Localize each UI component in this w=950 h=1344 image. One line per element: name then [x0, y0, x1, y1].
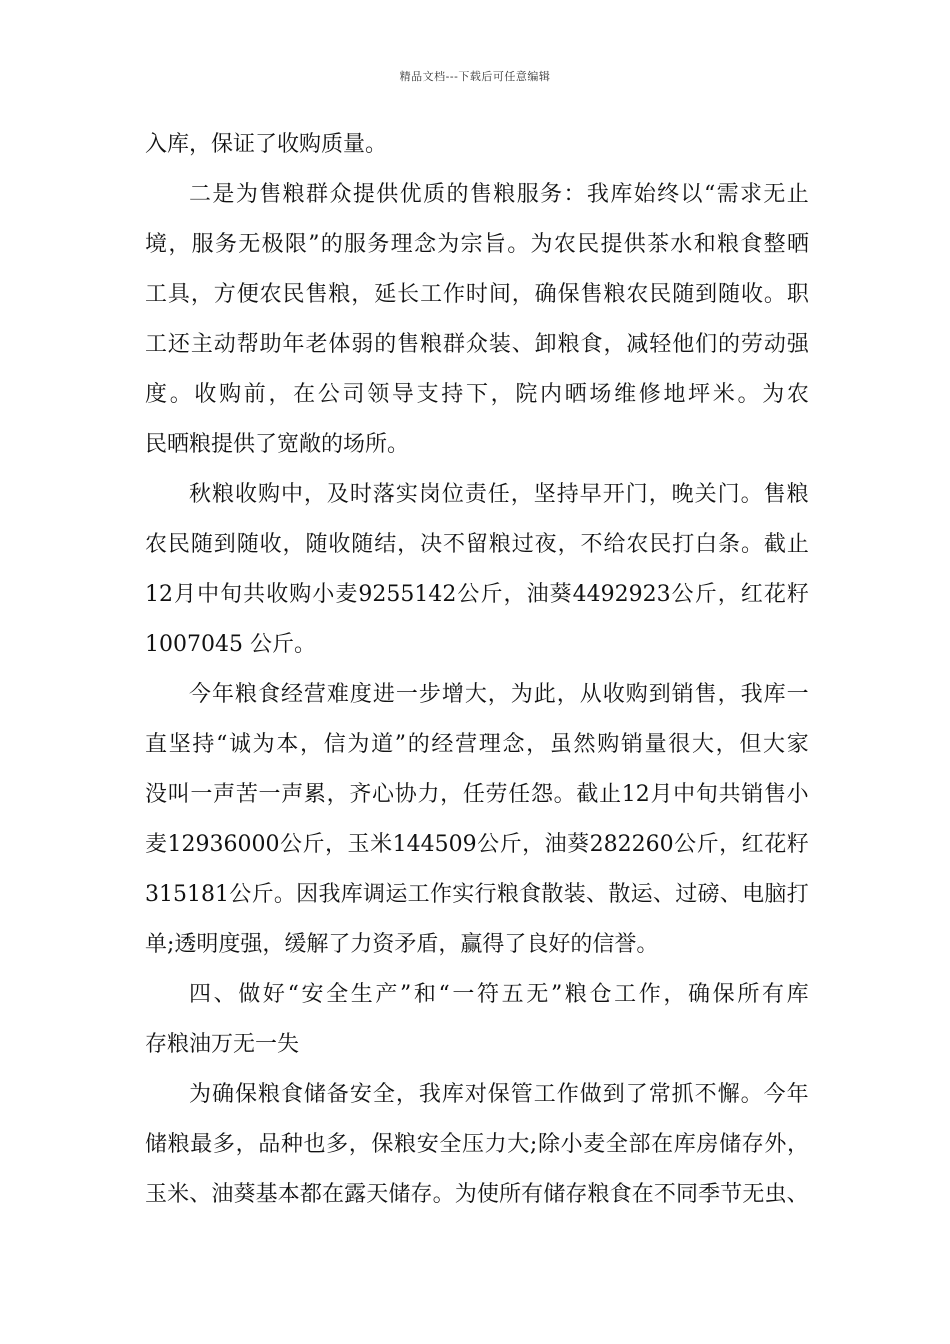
text-line: 玉 米 、 油 葵 基 本 都 在 露 天 储 存 。 为 使 所 有 储 存 粮 食 在 不 同 季 节 无 虫 、: [145, 1182, 809, 1207]
text-line: 1007045 公斤。: [145, 632, 316, 657]
text-line: 境 ， 服 务 无 极 限 ” 的 服 务 理 念 为 宗 旨 。 为 农 民 提 供 茶 水 和 粮 食 整 晒: [145, 232, 809, 257]
text-line: 没 叫 一 声 苦 一 声 累 ， 齐 心 协 力 ， 任 劳 任 怨 。 截 止 12 月 中 旬 共 销 售 小: [145, 782, 809, 807]
document-body: [145, 130, 809, 1230]
text-line: 麦 12936000 公 斤 ， 玉 米 144509 公 斤 ， 油 葵 282260 公 斤 ， 红 花 籽: [145, 832, 809, 857]
text-line: 为 确 保 粮 食 储 备 安 全 ， 我 库 对 保 管 工 作 做 到 了 常 抓 不 懈 。 今 年: [189, 1082, 809, 1107]
text-line: 民晒粮提供了宽敞的场所。: [145, 432, 410, 457]
text-line: 12 月 中 旬 共 收 购 小 麦 9255142 公 斤 ， 油 葵 4492923 公 斤 ， 红 花 籽: [145, 582, 809, 607]
text-line: 二 是 为 售 粮 群 众 提 供 优 质 的 售 粮 服 务 ： 我 库 始 终 以 “ 需 求 无 止: [189, 182, 809, 207]
text-line: 存粮油万无一失: [145, 1032, 300, 1057]
page-header: 精品文档---下载后可任意编辑: [399, 70, 551, 83]
text-line: 315181 公 斤 。 因 我 库 调 运 工 作 实 行 粮 食 散 装 、 散 运 、 过 磅 、 电 脑 打: [145, 882, 809, 907]
text-line: 入库，保证了收购质量。: [145, 132, 388, 157]
text-line: 四 、 做 好 “ 安 全 生 产 ” 和 “ 一 符 五 无 ” 粮 仓 工 作 ， 确 保 所 有 库: [189, 982, 809, 1007]
text-line: 度 。 收 购 前 ， 在 公 司 领 导 支 持 下 ， 院 内 晒 场 维 修 地 坪 米 。 为 农: [145, 382, 809, 407]
text-line: 农 民 随 到 随 收 ， 随 收 随 结 ， 决 不 留 粮 过 夜 ， 不 给 农 民 打 白 条 。 截 止: [145, 532, 809, 557]
text-line: 工 还 主 动 帮 助 年 老 体 弱 的 售 粮 群 众 装 、 卸 粮 食 ， 减 轻 他 们 的 劳 动 强: [145, 332, 809, 357]
text-line: 单;透明度强，缓解了力资矛盾，赢得了良好的信誉。: [145, 932, 659, 957]
text-line: 直 坚 持 “ 诚 为 本 ， 信 为 道 ” 的 经 营 理 念 ， 虽 然 购 销 量 很 大 ， 但 大 家: [145, 732, 809, 757]
text-line: 秋 粮 收 购 中 ， 及 时 落 实 岗 位 责 任 ， 坚 持 早 开 门 ， 晚 关 门 。 售 粮: [189, 482, 809, 507]
text-line: 工 具 ， 方 便 农 民 售 粮 ， 延 长 工 作 时 间 ， 确 保 售 粮 农 民 随 到 随 收 。 职: [145, 282, 809, 307]
text-line: 储 粮 最 多 ， 品 种 也 多 ， 保 粮 安 全 压 力 大 ; 除 小 麦 全 部 在 库 房 储 存 外 ，: [145, 1132, 809, 1157]
text-line: 今 年 粮 食 经 营 难 度 进 一 步 增 大 ， 为 此 ， 从 收 购 到 销 售 ， 我 库 一: [189, 682, 809, 707]
